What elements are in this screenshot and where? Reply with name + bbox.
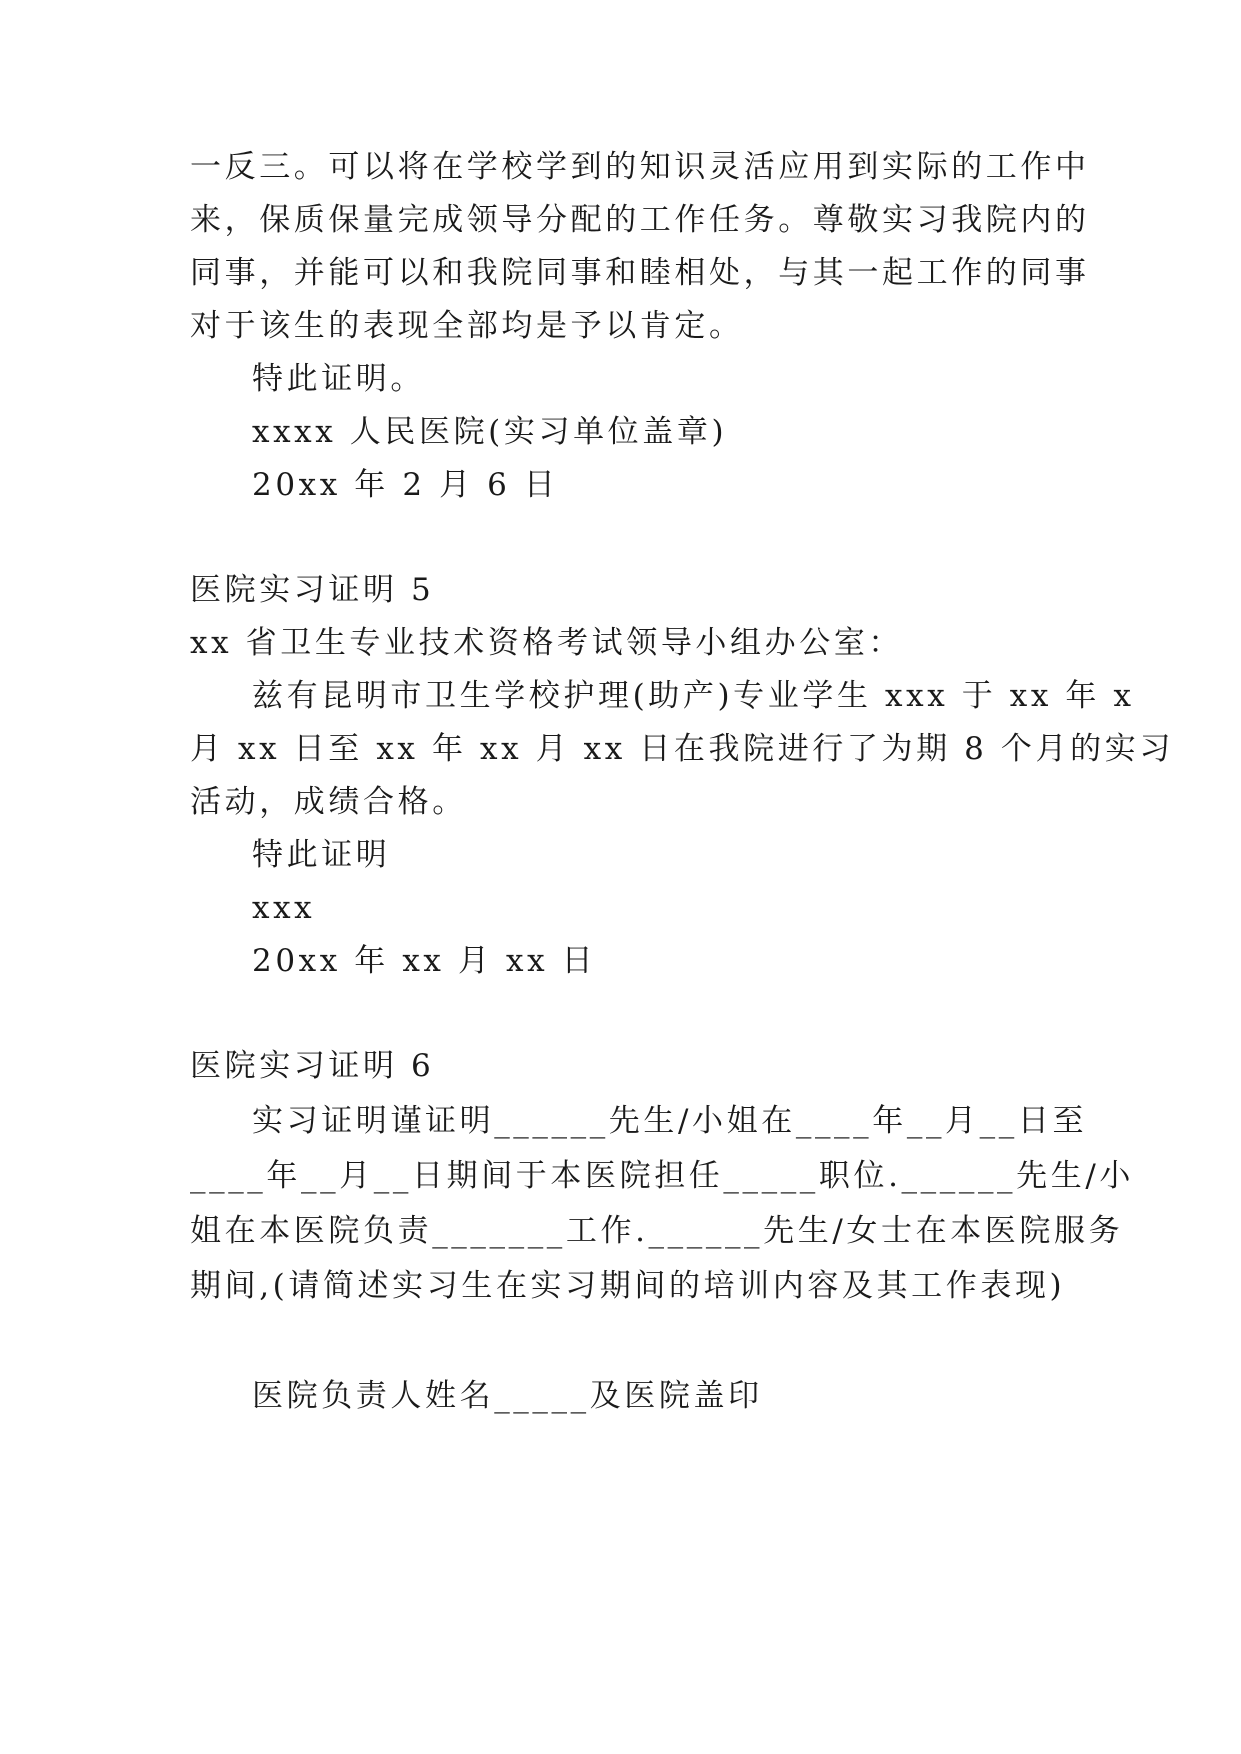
body-text-line: 期间,(请简述实习生在实习期间的培训内容及其工作表现) xyxy=(190,1268,1066,1304)
section-title: 医院实习证明 6 xyxy=(190,1048,435,1084)
body-text-line: 对于该生的表现全部均是予以肯定。 xyxy=(190,308,744,344)
date-text: 20xx 年 2 月 6 日 xyxy=(252,467,559,503)
date-text: 20xx 年 xx 月 xx 日 xyxy=(252,943,597,979)
body-text-line: 同事，并能可以和我院同事和睦相处，与其一起工作的同事 xyxy=(190,255,1090,291)
section-title: 医院实习证明 5 xyxy=(190,572,435,608)
signer-text: xxx xyxy=(252,890,316,926)
signature-line: 医院负责人姓名_____及医院盖印 xyxy=(252,1378,763,1414)
body-text-line: 一反三。可以将在学校学到的知识灵活应用到实际的工作中 xyxy=(190,149,1090,185)
closing-text: 特此证明 xyxy=(252,837,391,873)
body-text-line: 来，保质保量完成领导分配的工作任务。尊敬实习我院内的 xyxy=(190,202,1090,238)
body-text-line: 兹有昆明市卫生学校护理(助产)专业学生 xxx 于 xx 年 x xyxy=(252,678,1135,714)
body-text-line: 姐在本医院负责_______工作.______先生/女士在本医院服务 xyxy=(190,1213,1124,1249)
body-text-line: ____年__月__日期间于本医院担任_____职位.______先生/小 xyxy=(190,1158,1134,1194)
addressee-text: xx 省卫生专业技术资格考试领导小组办公室： xyxy=(190,625,904,661)
body-text-line: 实习证明谨证明______先生/小姐在____年__月__日至 xyxy=(252,1103,1088,1139)
signer-text: xxxx 人民医院(实习单位盖章) xyxy=(252,414,728,450)
body-text-line: 活动，成绩合格。 xyxy=(190,784,467,820)
body-text-line: 月 xx 日至 xx 年 xx 月 xx 日在我院进行了为期 8 个月的实习 xyxy=(190,731,1174,767)
closing-text: 特此证明。 xyxy=(252,361,425,397)
